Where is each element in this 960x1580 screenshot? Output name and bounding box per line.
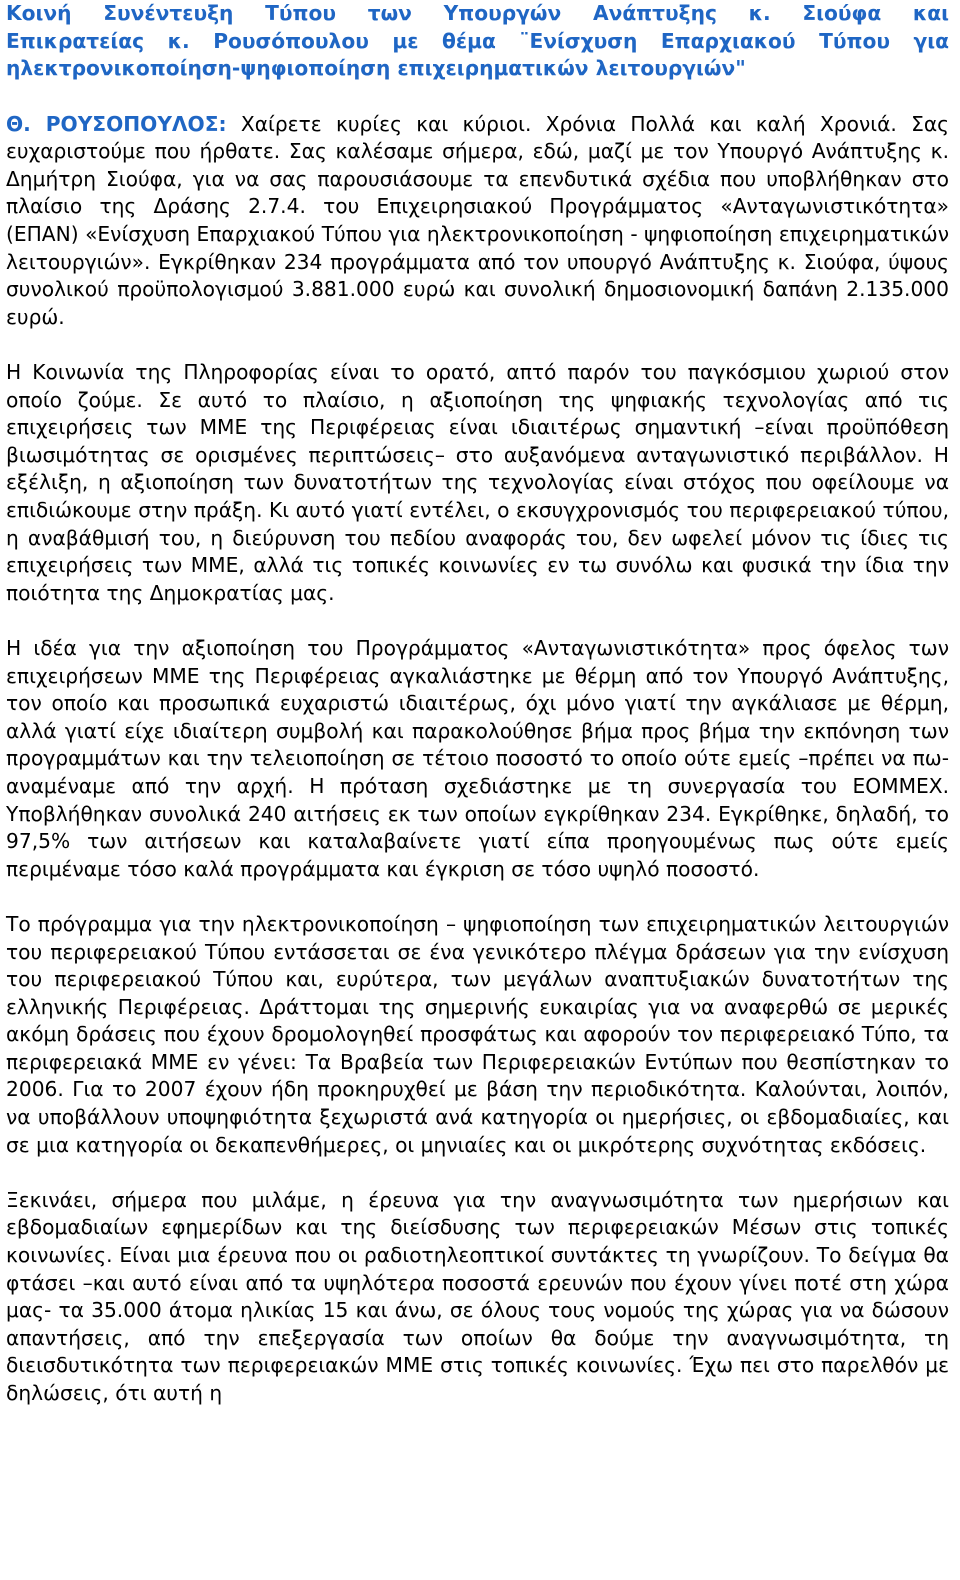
spacer xyxy=(6,883,949,911)
paragraph-2: Η Κοινωνία της Πληροφορίας είναι το ορατό, απτό παρόν του παγκόσμιου χωριού στον οποίο ζούμε. Σε αυτό το πλαίσιο, η αξιοποίηση της ψηφιακής τεχνολογίας από τις επιχειρήσεις των ΜΜΕ της Περιφέρειας είναι ιδιαιτέρως σημαντική –είναι προϋπόθεση βιωσιμότητας σε ορισμένες περιπτώσεις– στο αυξανόμενα ανταγωνιστικό περιβάλλον. Η εξέλιξη, η αξιοποίηση των δυνατοτήτων της τεχνολογίας είναι στόχος που οφείλουμε να επιδιώκουμε στην πράξη. Κι αυτό γιατί εντέλει, ο εκσυγχρονισμός του περιφερειακού τύπου, η αναβάθμισή του, η διεύρυνση του πεδίου αναφοράς του, δεν ωφελεί μόνον τις ίδιες τις επιχειρήσεις των ΜΜΕ, αλλά τις τοπικές κοινωνίες εν τω συνόλω και φυσικά την ίδια την ποιότητα της Δημοκρατίας μας. xyxy=(6,360,949,605)
paragraph-5: Ξεκινάει, σήμερα που μιλάμε, η έρευνα για την αναγνωσιμότητα των ημερήσιων και εβδομαδιαίων εφημερίδων και της διείσδυσης των περιφερειακών Μέσων στις τοπικές κοινωνίες. Είναι μια έρευνα που οι ραδιοτηλεοπτικοί συντάκτες τη γνωρίζουν. Το δείγμα θα φτάσει –και αυτό είναι από τα υψηλότερα ποσοστά ερευνών που έχουν γίνει ποτέ στη χώρα μας- τα 35.000 άτομα ηλικίας 15 και άνω, σε όλους τους νομούς της χώρας για να δώσουν απαντήσεις, από την επεξεργασία των οποίων θα δούμε την αναγνωσιμότητα, τη διεισδυτικότητα των περιφερειακών ΜΜΕ στις τοπικές κοινωνίες. Έχω πει στο παρελθόν με δηλώσεις, ότι αυτή η xyxy=(6,1187,949,1406)
paragraph-3: Η ιδέα για την αξιοποίηση του Προγράμματος «Ανταγωνιστικότητα» προς όφελος των επιχειρήσεων ΜΜΕ της Περιφέρειας αγκαλιάστηκε με θέρμη από τον Υπουργό Ανάπτυξης, τον οποίο και προσωπικά ευχαριστώ ιδιαιτέρως, όχι μόνο γιατί την αγκάλιασε με θέρμη, αλλά γιατί είχε ιδιαίτερη συμβολή και παρακολούθησε βήμα προς βήμα την εκπόνηση των προγραμμάτων και την τελειοποίηση σε τέτοιο ποσοστό το οποίο ούτε εμείς –πρέπει να πω- αναμέναμε από την αρχή. Η πρόταση σχεδιάστηκε με τη συνεργασία του ΕΟΜΜΕΧ. Υποβλήθηκαν συνολικά 240 αιτήσεις εκ των οποίων εγκρίθηκαν 234. Εγκρίθηκε, δηλαδή, το 97,5% των αιτήσεων και καταλαβαίνετε γιατί είπα προηγουμένως πως ούτε εμείς περιμέναμε τόσο καλά προγράμματα και έγκριση σε τόσο υψηλό ποσοστό. xyxy=(6,635,949,881)
speaker-name: Θ. ΡΟΥΣΟΠΟΥΛΟΣ: xyxy=(6,111,227,136)
spacer xyxy=(6,83,949,111)
title-line-2: Επικρατείας κ. Ρουσόπουλου με θέμα ¨Ενίσχυση Επαρχιακού Τύπου για xyxy=(6,28,949,53)
paragraph-4: Το πρόγραμμα για την ηλεκτρονικοποίηση – ψηφιοποίηση των επιχειρηματικών λειτουργιών του περιφερειακού Τύπου εντάσσεται σε ένα γενικότερο πλέγμα δράσεων για την ενίσχυση του περιφερειακού Τύπου και, ευρύτερα, των μεγάλων αναπτυξιακών δυνατοτήτων της ελληνικής Περιφέρειας. Δράττομαι της σημερινής ευκαιρίας για να αναφερθώ σε μερικές ακόμη δράσεις που έχουν δρομολογηθεί προσφάτως και αφορούν τον περιφερειακό Τύπο, τα περιφερειακά ΜΜΕ εν γένει: Τα Βραβεία των Περιφερειακών Εντύπων που θεσπίστηκαν το 2006. Για το 2007 έχουν ήδη προκηρυχθεί με βάση την περιοδικότητα. Καλούνται, λοιπόν, να υποβάλλουν υποψηφιότητα ξεχωριστά ανά κατηγορία οι ημερήσιες, οι εβδομαδιαίες, και σε μια κατηγορία οι δεκαπενθήμερες, οι μηνιαίες και οι μικρότερης συχνότητας εκδόσεις. xyxy=(6,911,949,1157)
spacer xyxy=(6,1159,949,1187)
paragraph-1 xyxy=(6,111,949,332)
document-title xyxy=(6,0,949,83)
spacer xyxy=(6,607,949,635)
paragraph-1-text: Χαίρετε κυρίες και κύριοι. Χρόνια Πολλά και καλή Χρονιά. Σας ευχαριστούμε που ήρθατε. Σας καλέσαμε σήμερα, εδώ, μαζί με τον Υπουργό Ανάπτυξης κ. Δημήτρη Σιούφα, για να σας παρουσιάσουμε τα επενδυτικά σχέδια που υποβλήθηκαν στο πλαίσιο της Δράσης 2.7.4. του Επιχειρησιακού Προγράμματος «Ανταγωνιστικότητα» (ΕΠΑΝ) «Ενίσχυση Επαρχιακού Τύπου για ηλεκτρονικοποίηση - ψηφιοποίηση επιχειρηματικών λειτουργιών». Εγκρίθηκαν 234 προγράμματα από τον υπουργό Ανάπτυξης κ. Σιούφα, ύψους συνολικού προϋπολογισμού 3.881.000 ευρώ και συνολική δημοσιονομική δαπάνη 2.135.000 ευρώ. xyxy=(6,111,949,329)
title-line-3: ηλεκτρονικοποίηση-ψηφιοποίηση επιχειρηματικών λειτουργιών" xyxy=(6,56,746,81)
title-line-1: Κοινή Συνέντευξη Τύπου των Υπουργών Ανάπτυξης κ. Σιούφα και xyxy=(6,1,949,25)
spacer xyxy=(6,331,949,359)
